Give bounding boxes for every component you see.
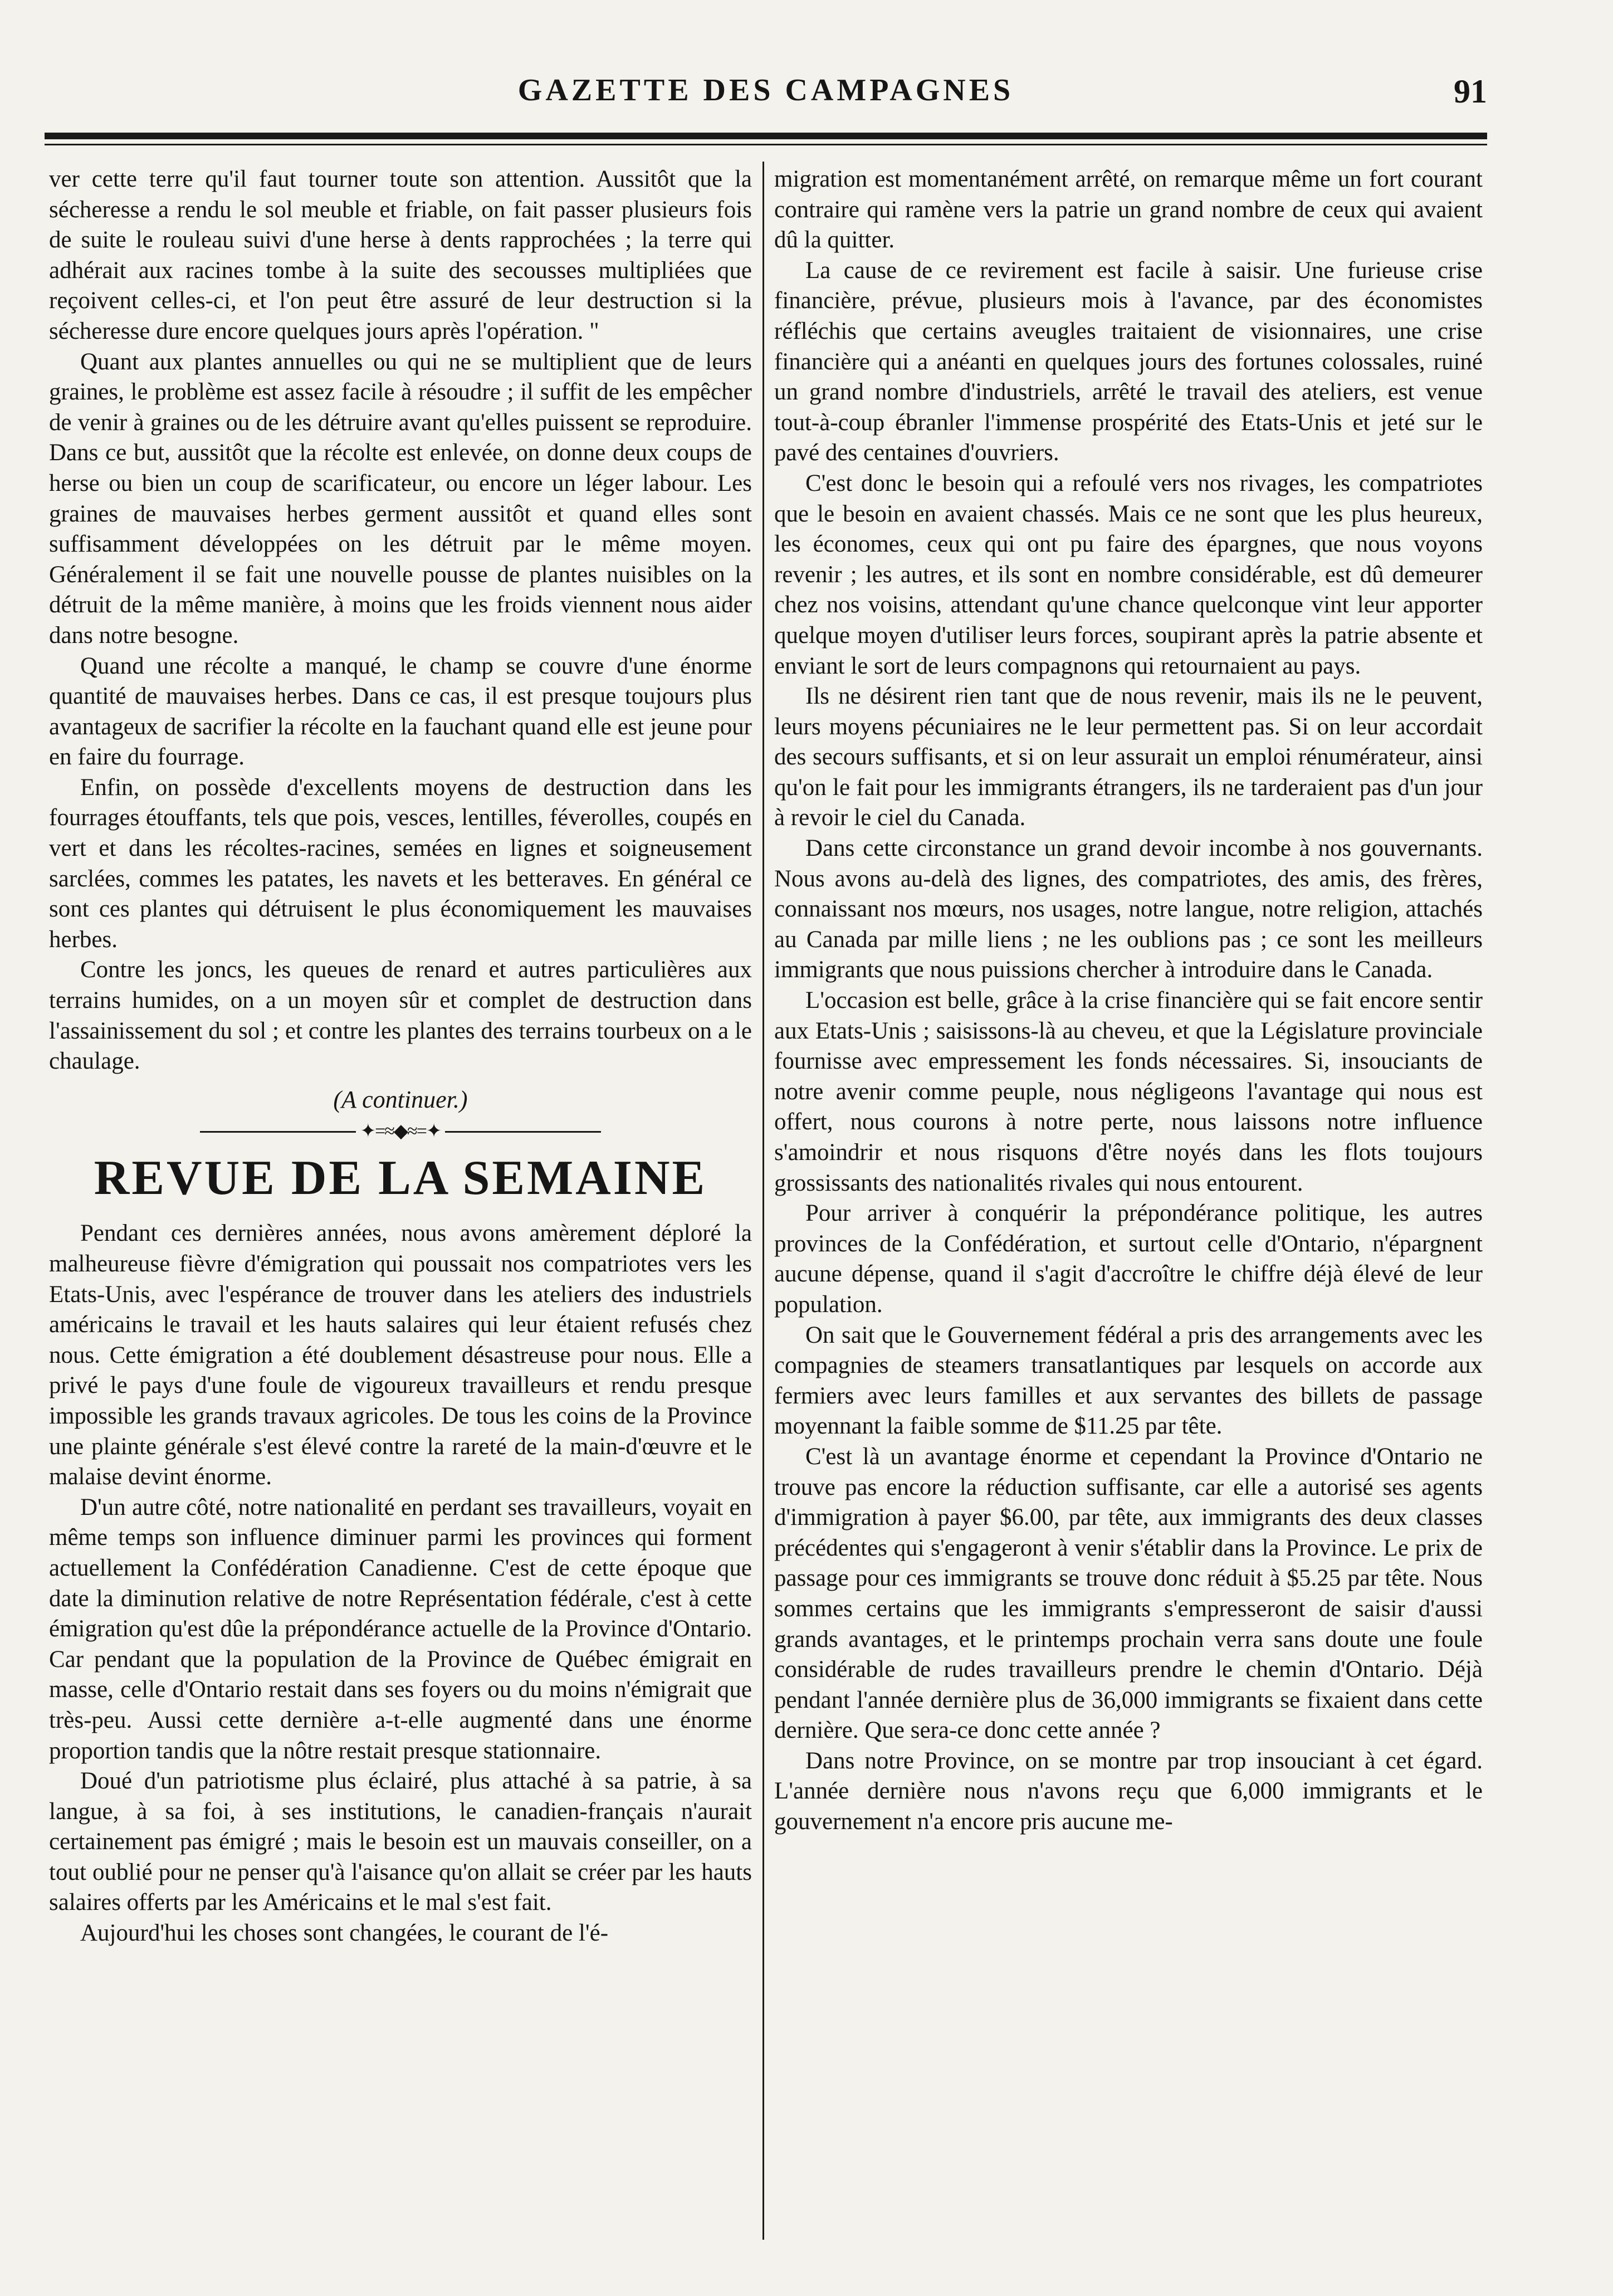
paragraph: Pour arriver à conquérir la prépondérance politique, les autres provinces de la Confédération, et surtout celle d'Ontario, n'épargnent aucune dépense, quand il s'agit d'accroître le chiffre déjà élevé de leur population. <box>774 1200 1483 1318</box>
header-rule-thick <box>45 133 1487 139</box>
paragraph: Quand une récolte a manqué, le champ se couvre d'une énorme quantité de mauvaises herbes. Dans ce cas, il est presque toujours plus avantageux de sacrifier la récolte en la fauchant quand elle est jeune pour en faire du fourrage. <box>49 652 752 771</box>
right-column <box>774 164 1483 2243</box>
column-divider <box>762 162 764 2240</box>
ornament-divider <box>200 1120 601 1143</box>
paragraph: On sait que le Gouvernement fédéral a pris des arrangements avec les compagnies de steamers transatlantiques par lesquels on accorde aux fermiers avec leurs familles et aux servantes des billets de passage moyennant la faible somme de $11.25 par tête. <box>774 1322 1483 1440</box>
ornament-line-right <box>445 1131 601 1133</box>
paragraph: La cause de ce revirement est facile à saisir. Une furieuse crise financière, prévue, plusieurs mois à l'avance, par des économistes réfléchis que certains aveugles traitaient de visionnaires, une crise financière qui a anéanti en quelques jours des fortunes colossales, ruiné un grand nombre d'industriels, arrêté le travail des ateliers, est venue tout-à-coup ébranler l'immense prospérité des Etats-Unis et jeté sur le pavé des centaines d'ouvriers. <box>774 257 1483 466</box>
section-title: REVUE DE LA SEMAINE <box>94 1151 707 1206</box>
paragraph: Quant aux plantes annuelles ou qui ne se multiplient que de leurs graines, le problème est assez facile à résoudre ; il suffit de les empêcher de venir à graines ou de les détruire avant qu'elles puissent se reproduire. Dans ce but, aussitôt que la récolte est enlevée, on donne deux coups de herse ou bien un coup de scarificateur, ou encore un léger labour. Les graines de mauvaises herbes germent aussitôt et quand elles sont suffisamment développées on les détruit par le même moyen. Généralement il se fait une nouvelle pousse de plantes nuisibles on la détruit de la même manière, à moins que les froids viennent nous aider dans notre besogne. <box>49 348 752 649</box>
paragraph: Contre les joncs, les queues de renard et autres particulières aux terrains humides, on a un moyen sûr et complet de destruction dans l'assainissement du sol ; et contre les plantes des terrains tourbeux on a le chaulage. <box>49 957 752 1075</box>
page-number: 91 <box>1454 73 1487 110</box>
ornament-line-left <box>200 1131 356 1133</box>
paragraph: Pendant ces dernières années, nous avons amèrement déploré la malheureuse fièvre d'émigration qui poussait nos compatriotes vers les Etats-Unis, avec l'espérance de trouver dans les ateliers des industriels américains le travail et les hauts salaires qui leur étaient refusés chez nous. Cette émigration a été doublement désastreuse pour nous. Elle a privé le pays d'une foule de vigoureux travailleurs et rendu presque impossible les grands travaux agricoles. De tous les coins de la Province une plainte générale s'est élevé contre la rareté de la main-d'œuvre et le malaise devint énorme. <box>49 1220 752 1490</box>
paragraph: migration est momentanément arrêté, on remarque même un fort courant contraire qui ramène vers la patrie un grand nombre de ceux qui avaient dû la quitter. <box>774 166 1483 254</box>
paragraph: D'un autre côté, notre nationalité en perdant ses travailleurs, voyait en même temps son influence diminuer parmi les provinces qui forment actuellement la Confédération Canadienne. C'est de cette époque que date la diminution relative de notre Représentation fédérale, c'est à cette émigration qu'est dûe la prépondérance actuelle de la Province d'Ontario. Car pendant que la population de la Province de Québec émigrait en masse, celle d'Ontario restait dans ses foyers ou du moins n'émigrait que très-peu. Aussi cette dernière a-t-elle augmenté dans une énorme proportion tandis que la nôtre restait presque stationnaire. <box>49 1494 752 1764</box>
paragraph: Enfin, on possède d'excellents moyens de destruction dans les fourrages étouffants, tels que pois, vesces, lentilles, féverolles, coupés en vert et dans les récoltes-racines, semées en lignes et soigneusement sarclées, commes les patates, les navets et les betteraves. En général ce sont ces plantes qui détruisent le plus économiquement les mauvaises herbes. <box>49 774 752 953</box>
page-header <box>45 72 1487 123</box>
paragraph: Dans notre Province, on se montre par trop insouciant à cet égard. L'année dernière nous n'avons reçu que 6,000 immigrants et le gouvernement n'a encore pris aucune me- <box>774 1747 1483 1835</box>
paragraph: Dans cette circonstance un grand devoir incombe à nos gouvernants. Nous avons au-delà des lignes, des compatriotes, des amis, des frères, connaissant nos mœurs, nos usages, notre langue, notre religion, attachés au Canada par mille liens ; ne les oublions pas ; ce sont les meilleurs immigrants que nous puissions chercher à introduire dans le Canada. <box>774 835 1483 983</box>
paragraph: Doué d'un patriotisme plus éclairé, plus attaché à sa patrie, à sa langue, à sa foi, à ses institutions, le canadien-français n'aurait certainement pas émigré ; mais le besoin est un mauvais conseiller, on a tout oublié pour ne penser qu'à l'aisance qu'on allait se créer par les hauts salaires offerts par les Américains et le mal s'est fait. <box>49 1768 752 1916</box>
left-column <box>49 164 752 2243</box>
header-rule-thin <box>45 144 1487 145</box>
paragraph: Aujourd'hui les choses sont changées, le courant de l'é- <box>80 1920 609 1947</box>
paragraph: Ils ne désirent rien tant que de nous revenir, mais ils ne le peuvent, leurs moyens pécuniaires ne le leur permettent pas. Si on leur accordait des secours suffisants, et si on leur assurait un emploi rénumérateur, ainsi qu'on le fait pour les immigrants étrangers, ils ne tarderaient pas d'un jour à revoir le ciel du Canada. <box>774 683 1483 831</box>
ornament-center: ✦=≈◆≈=✦ <box>360 1121 441 1142</box>
continued-note: (A continuer.) <box>333 1085 468 1113</box>
paragraph: C'est donc le besoin qui a refoulé vers nos rivages, les compatriotes que le besoin en avaient chassés. Mais ce ne sont que les plus heureux, les économes, ceux qui ont pu faire des épargnes, que nous voyons revenir ; les autres, et ils sont en nombre considérable, est dû demeurer chez nos voisins, attendant qu'une chance quelconque vint leur apporter quelque moyen d'utiliser leurs forces, soupirant après la patrie absente et enviant le sort de leurs compagnons qui retournaient au pays. <box>774 470 1483 679</box>
paragraph: L'occasion est belle, grâce à la crise financière qui se fait encore sentir aux Etats-Unis ; saisissons-là au cheveu, et que la Législature provinciale fournisse avec empressement les fonds nécessaires. Si, insouciants de notre avenir comme peuple, nous négligeons l'avantage qui nous est offert, nous courons à notre perte, nous laissons notre influence s'amoindrir et nous risquons d'être noyés dans les flots toujours grossissants des nationalités rivales qui nous entourent. <box>774 987 1483 1196</box>
paragraph: C'est là un avantage énorme et cependant la Province d'Ontario ne trouve pas encore la réduction suffisante, car elle a autorisé ses agents d'immigration à payer $6.00, par tête, aux immigrants des deux classes précédentes qui s'engageront à venir s'établir dans la Province. Le prix de passage pour ces immigrants se trouve donc réduit à $5.25 par tête. Nous sommes certains que les immigrants s'empresseront de saisir d'aussi grands avantages, et le printemps prochain verra sans doute une foule considérable de rudes travailleurs prendre le chemin d'Ontario. Déjà pendant l'année dernière plus de 36,000 immigrants se fixaient dans cette dernière. Que sera-ce donc cette année ? <box>774 1443 1483 1744</box>
paragraph: ver cette terre qu'il faut tourner toute son attention. Aussitôt que la sécheresse a rendu le sol meuble et friable, on fait passer plusieurs fois de suite le rouleau suivi d'une herse à dents rapprochées ; la terre qui adhérait aux racines tombe à la suite des secousses multipliées que reçoivent celles-ci, et l'on peut être assuré de leur destruction si la sécheresse dure encore quelques jours après l'opération. " <box>49 166 752 344</box>
running-title: GAZETTE DES CAMPAGNES <box>517 73 1014 108</box>
